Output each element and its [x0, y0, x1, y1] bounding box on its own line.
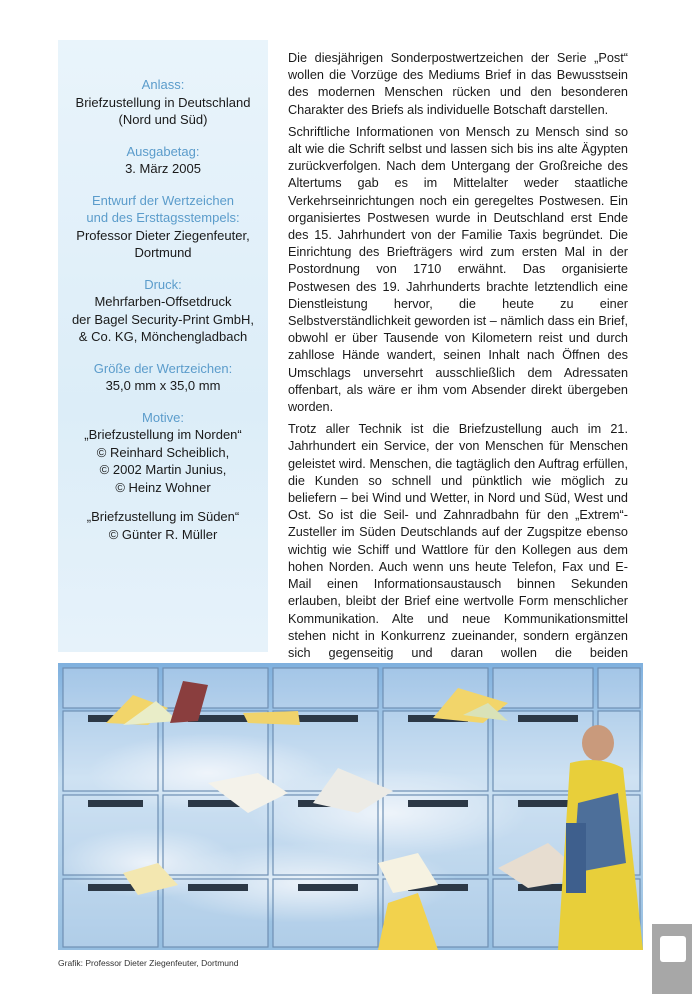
detail-issue-date — [58, 143, 268, 178]
detail-value: Briefzustellung in Deutschland (Nord und Süd) — [75, 94, 251, 127]
detail-motifs — [58, 409, 268, 544]
detail-value: 3. März 2005 — [125, 161, 201, 176]
motif-south-credits: „Briefzustellung im Süden“ © Günter R. Müller — [86, 509, 240, 542]
mailbox-photo — [58, 663, 643, 950]
article-paragraph: Schriftliche Informationen von Mensch zu Mensch sind so alt wie die Schrift selbst und lassen sich bis ins alte Ägypten zurückverfolgen. Nach dem Untergang der Großreiche des Altertums gab es im Mittelalter weder staatliche Verkehrseinrichtungen noch ein geregeltes Postwesen. Ein organisiertes Postwesen wurde in Deutschland erst Ende des 15. Jahrhundert von der Familie Taxis begründet. Die Einrichtung des Briefträgers wird zum ersten Mal in der Postordnung von 1710 erwähnt. Das organisierte Postwesen des 19. Jahrhunderts brachte letztendlich eine Dienstleistung hervor, die heute zu einer Selbstverständlichkeit geworden ist – nämlich dass ein Brief, obwohl er über Tausende von Kilometern reist und durch zahllose Hände wandert, seinen Inhalt nach Öffnen des Umschlags unversehrt ausschließlich dem Adressaten offenbart, als wäre er ihm vom Absender direkt übergeben worden. — [288, 124, 628, 415]
detail-heading: Ausgabetag: — [126, 143, 200, 159]
detail-print — [58, 276, 268, 346]
detail-design — [58, 192, 268, 262]
detail-heading: Motive: — [142, 409, 184, 425]
article-paragraph: Trotz aller Technik ist die Briefzustellung auch im 21. Jahrhundert ein Service, der von Menschen für Menschen geleistet wird. Menschen, die tagtäglich den Auftrag erfüllen, die Kunden so schnell und pünktlich wie möglich zu beliefern – bei Wind und Wetter, in Nord und Süd, West und Ost. So ist die Seil- und Zahnradbahn für den „Extrem“-Zusteller im Süden Deutschlands auf der Zugspitze ebenso wichtig wie Schiff und Wattlore für den Kollegen aus dem hohen Norden. Auch wenn uns heute Telefon, Fax und E-Mail einen Informationsaustausch binnen Sekunden erlauben, bleibt der Brief eine wertvolle Form menschlicher Kommunikation. Alte und neue Kommunikationsmittel stehen nicht in Konkurrenz zueinander, sondern ergänzen sich gegenseitig und daran wollen die beiden — [288, 422, 628, 660]
detail-heading: Anlass: — [141, 77, 185, 92]
article-text — [288, 50, 628, 684]
corner-watermark-mark — [652, 924, 692, 994]
detail-heading: Druck: — [144, 276, 182, 292]
mailbox-illustration — [58, 663, 643, 950]
article-paragraph: Die diesjährigen Sonderpostwertzeichen der Serie „Post“ wollen die Vorzüge des Mediums Brief in das Bewusstsein des modernen Menschen rücken und den besonderen Charakter des Briefs als individuelle Botschaft darstellen. — [288, 51, 628, 117]
motif-north-credits: „Briefzustellung im Norden“ © Reinhard Scheiblich, © 2002 Martin Junius, © Heinz Wohner — [84, 427, 242, 495]
watermark-icon — [660, 936, 686, 962]
detail-value: Mehrfarben-Offsetdruck der Bagel Security-Print GmbH, & Co. KG, Mönchengladbach — [71, 294, 255, 344]
detail-heading: Größe der Wertzeichen: — [93, 360, 233, 376]
detail-value: 35,0 mm x 35,0 mm — [105, 378, 221, 393]
detail-heading: Entwurf der Wertzeichen und des Ersttagsstempels: — [86, 192, 240, 225]
detail-value: Professor Dieter Ziegenfeuter, Dortmund — [76, 227, 250, 260]
detail-size — [58, 360, 268, 395]
image-credit-caption: Grafik: Professor Dieter Ziegenfeuter, Dortmund — [58, 958, 239, 968]
issue-details — [58, 76, 268, 557]
detail-occasion — [58, 76, 268, 129]
